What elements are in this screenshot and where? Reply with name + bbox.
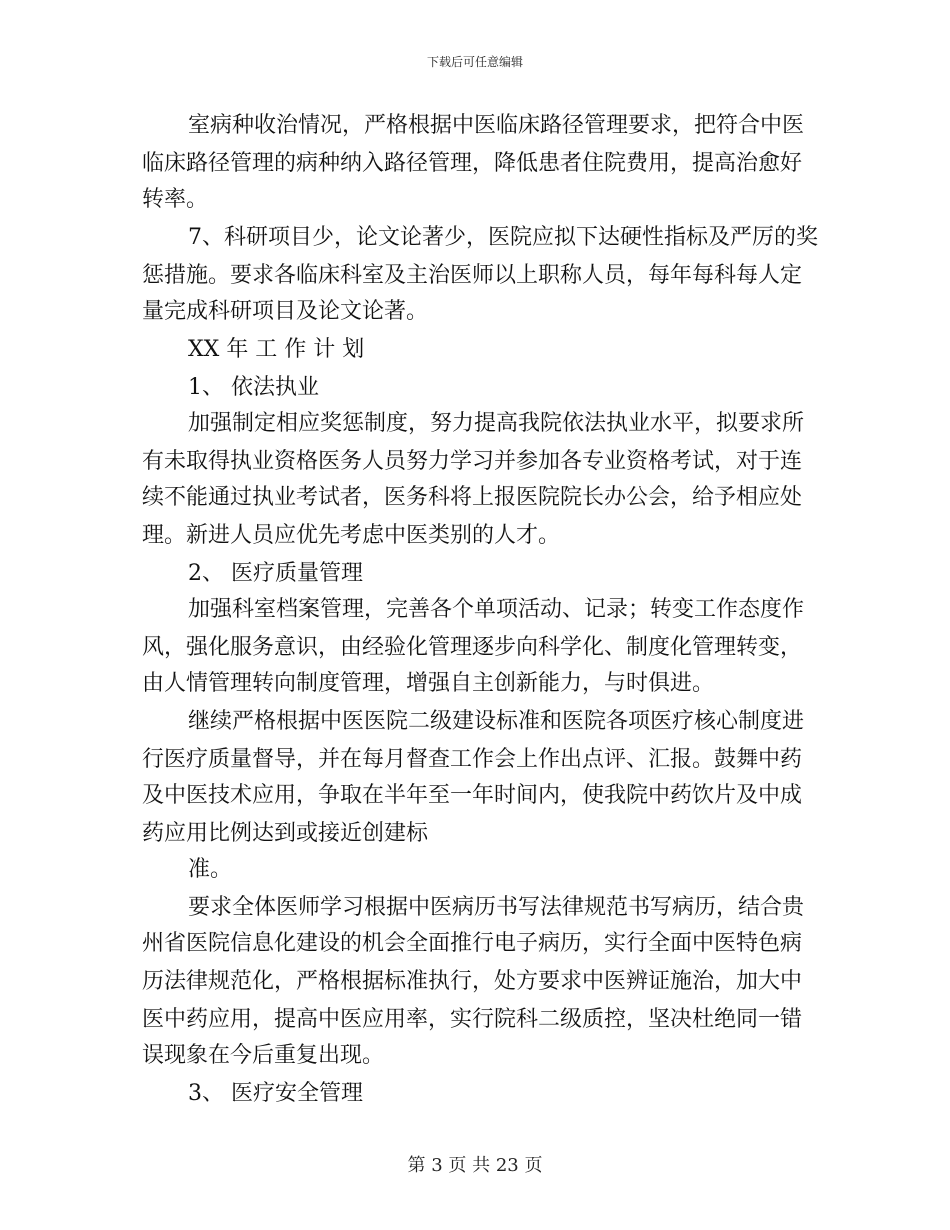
paragraph-line: 准。 <box>188 857 233 882</box>
paragraph-line: 由人情管理转向制度管理，增强自主创新能力，与时俱进。 <box>142 671 715 696</box>
paragraph-line: 历法律规范化，严格根据标准执行，处方要求中医辨证施治，加大中 <box>142 969 803 994</box>
paragraph-line: 继续严格根据中医医院二级建设标准和医院各项医疗核心制度进 <box>188 709 805 734</box>
paragraph-line: 州省医院信息化建设的机会全面推行电子病历，实行全面中医特色病 <box>142 931 803 956</box>
paragraph-line: 行医疗质量督导，并在每月督查工作会上作出点评、汇报。鼓舞中药 <box>142 747 803 772</box>
paragraph-line: 误现象在今后重复出现。 <box>142 1043 385 1068</box>
paragraph-line: 药应用比例达到或接近创建标 <box>142 821 429 846</box>
paragraph-line: 量完成科研项目及论文论著。 <box>142 299 429 324</box>
paragraph-line: 加强科室档案管理，完善各个单项活动、记录；转变工作态度作 <box>188 597 805 622</box>
paragraph-line: 医中药应用，提高中医应用率，实行院科二级质控，坚决杜绝同一错 <box>142 1007 803 1032</box>
paragraph-line: 风，强化服务意识，由经验化管理逐步向科学化、制度化管理转变， <box>142 635 803 660</box>
paragraph-line: 及中医技术应用，争取在半年至一年时间内，使我院中药饮片及中成 <box>142 783 803 808</box>
paragraph-line: 有未取得执业资格医务人员努力学习并参加各专业资格考试，对于连 <box>142 449 803 474</box>
paragraph-line: 加强制定相应奖惩制度，努力提高我院依法执业水平，拟要求所 <box>188 411 805 436</box>
paragraph-line: 惩措施。要求各临床科室及主治医师以上职称人员，每年每科每人定 <box>142 263 803 288</box>
paragraph-line: 7、科研项目少，论文论著少，医院应拟下达硬性指标及严厉的奖 <box>188 225 818 250</box>
paragraph-line: 转率。 <box>142 187 209 212</box>
subsection-heading: 1、 依法执业 <box>188 375 319 400</box>
paragraph-line: 室病种收治情况，严格根据中医临床路径管理要求，把符合中医 <box>188 113 805 138</box>
paragraph-line: 要求全体医师学习根据中医病历书写法律规范书写病历，结合贵 <box>188 895 805 920</box>
paragraph-line: 理。新进人员应优先考虑中医类别的人才。 <box>142 523 561 548</box>
subsection-heading: 3、 医疗安全管理 <box>188 1081 363 1106</box>
paragraph-line: 续不能通过执业考试者，医务科将上报医院院长办公会，给予相应处 <box>142 485 803 510</box>
page-header-note: 下载后可任意编辑 <box>426 55 523 69</box>
paragraph-line: 临床路径管理的病种纳入路径管理，降低患者住院费用，提高治愈好 <box>142 151 803 176</box>
subsection-heading: 2、 医疗质量管理 <box>188 561 363 586</box>
section-heading: XX 年 工 作 计 划 <box>188 337 365 362</box>
page-number-footer: 第 3 页 共 23 页 <box>407 1155 543 1176</box>
